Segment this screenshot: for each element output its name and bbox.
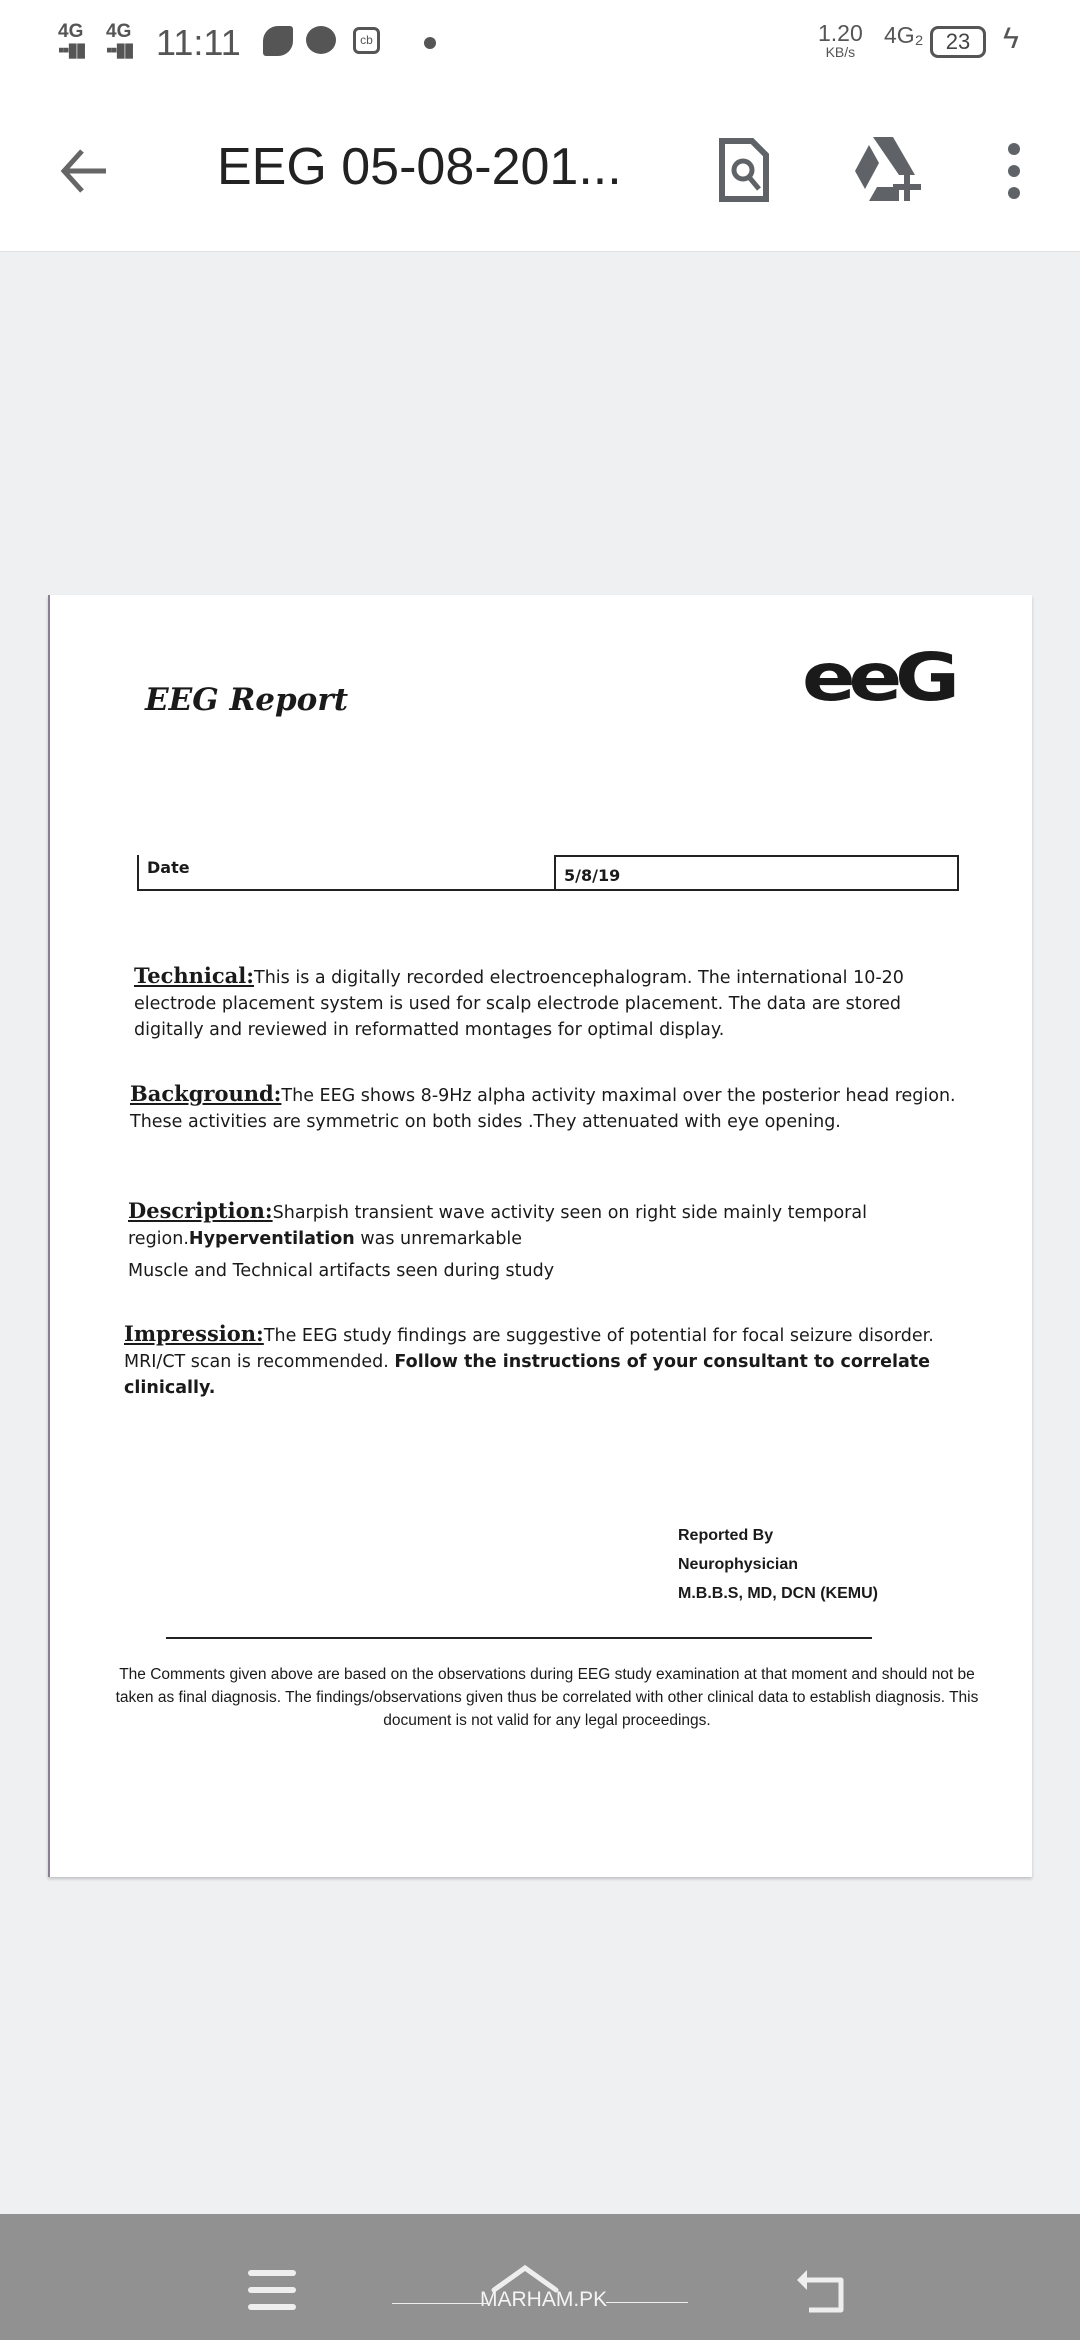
date-label: Date [137, 855, 554, 891]
impression-bold: Follow the instructions of your consultant to correlate clinically. [124, 1352, 931, 1398]
signal-2-icon: 4G ▪▪▮▮ [106, 21, 133, 61]
more-options-icon[interactable] [1002, 141, 1026, 201]
impression-section [124, 1321, 964, 1401]
description-section [128, 1198, 958, 1284]
back-button[interactable] [795, 2266, 851, 2316]
document-title: EEG 05-08-201... [217, 138, 622, 196]
eeg-logo: eeG [802, 639, 953, 716]
document-page [48, 595, 1032, 1877]
clock: 11:11 [156, 22, 241, 63]
watermark-line-right [606, 2302, 688, 2303]
date-value: 5/8/19 [554, 855, 959, 891]
battery-icon: 23 [930, 26, 986, 58]
background-text: The EEG shows 8-9Hz alpha activity maximal over the posterior head region. These activities are symmetric on both sides .They attenuated with eye opening. [130, 1086, 956, 1132]
cb-app-icon: cb [353, 27, 380, 54]
status-bar [0, 0, 1080, 85]
watermark: MARHAM.PK [480, 2288, 608, 2311]
impression-heading: Impression: [124, 1321, 264, 1346]
reporter-title: Neurophysician [678, 1556, 799, 1573]
find-in-page-icon[interactable] [718, 137, 770, 203]
net-speed: 1.20 KB/s [818, 20, 863, 60]
background-section [130, 1081, 960, 1135]
date-table [137, 855, 959, 891]
signal-1-icon: 4G ▪▪▮▮ [58, 21, 85, 61]
add-to-drive-icon[interactable] [855, 137, 925, 203]
navigation-bar [0, 2214, 1080, 2340]
background-heading: Background: [130, 1081, 282, 1106]
technical-heading: Technical: [134, 963, 255, 988]
impression-text: The EEG study findings are suggestive of potential for focal seizure disorder. MRI/CT scan is recommended. [124, 1326, 934, 1372]
disclaimer: The Comments given above are based on the observations during EEG study examination at that moment and should not be taken as final diagnosis. The findings/observations given thus be correlated with other clinical data to establish diagnosis. This document is not valid for any legal proceedings. [115, 1666, 979, 1729]
dot-icon [424, 37, 436, 49]
watermark-line-left [392, 2303, 488, 2304]
charging-icon: ϟ [1003, 22, 1019, 55]
reported-by-label: Reported By [678, 1527, 774, 1544]
network-4g-icon: 4G₂ [884, 22, 924, 48]
reported-by [678, 1521, 878, 1608]
technical-text: This is a digitally recorded electroencephalogram. The international 10-20 electrode placement system is used for scalp electrode placement. The data are stored digitally and reviewed in reformatted montages for optimal display. [134, 968, 904, 1040]
technical-section [134, 963, 964, 1043]
report-title: EEG Report [145, 682, 349, 718]
description-text-2: was unremarkable [354, 1229, 523, 1249]
description-line2: Muscle and Technical artifacts seen during study [128, 1261, 555, 1281]
app-bar [0, 85, 1080, 252]
message-icon [306, 26, 336, 54]
leaf-icon [263, 26, 293, 56]
description-text: Sharpish transient wave activity seen on right side mainly temporal region. [128, 1203, 867, 1249]
description-bold: Hyperventilation [188, 1229, 355, 1249]
recent-apps-button[interactable] [248, 2270, 296, 2310]
back-arrow-icon[interactable] [56, 143, 112, 199]
reporter-qualifications: M.B.B.S, MD, DCN (KEMU) [678, 1585, 878, 1602]
description-heading: Description: [128, 1198, 273, 1223]
divider [166, 1637, 872, 1639]
